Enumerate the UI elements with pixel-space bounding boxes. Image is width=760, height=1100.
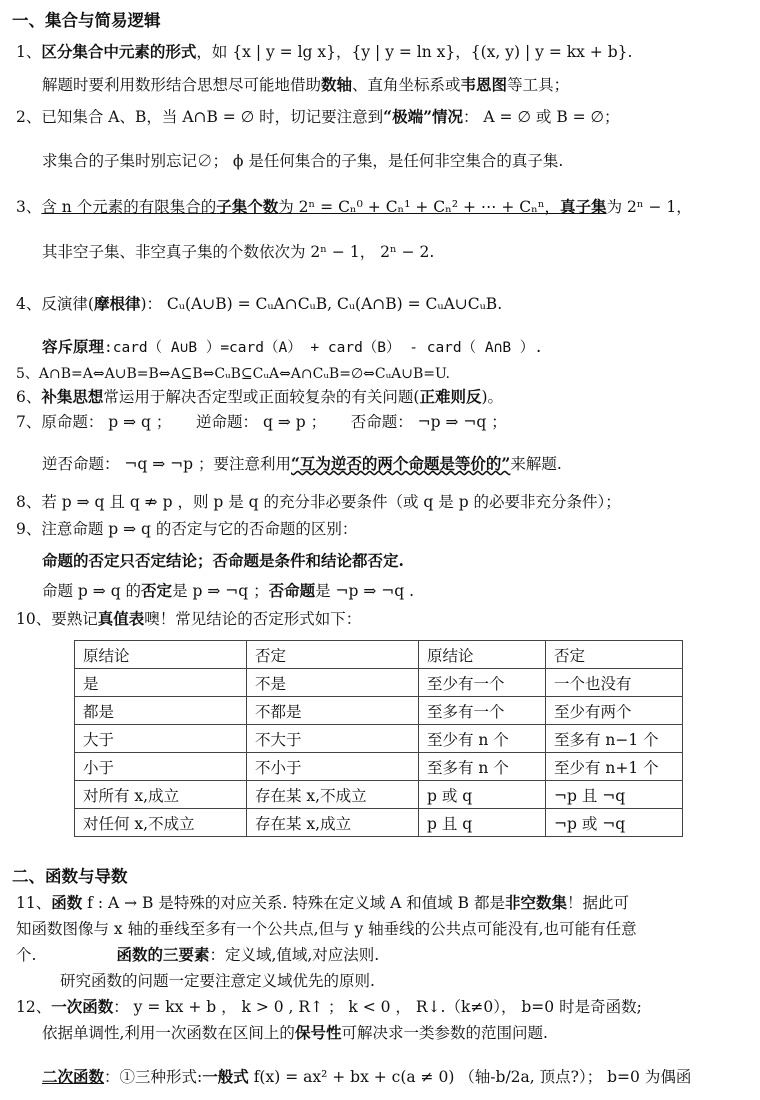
table-header-cell: 否定 <box>546 641 683 669</box>
item-1-continuation: 解题时要利用数形结合思想尽可能地借助数轴、直角坐标系或韦恩图等工具； <box>42 75 570 94</box>
item-11-domain-first: 研究函数的问题一定要注意定义域优先的原则. <box>60 972 375 990</box>
item-4: 4、反演律(摩根律)： Cᵤ(A∪B) = CᵤA∩CᵤB, Cᵤ(A∩B) = CᵤA∪CᵤB. <box>16 294 503 313</box>
table-cell: 不是 <box>247 669 419 697</box>
table-row <box>75 781 683 809</box>
item-1-keyword: 区分集合中元素的形式 <box>41 42 197 61</box>
item-12-continuation: 依据单调性,利用一次函数在区间上的保号性可解决求一类参数的范围问题. <box>42 1023 548 1042</box>
keyword-number-axis: 数轴 <box>321 75 353 94</box>
keyword-truth-table: 真值表 <box>97 609 145 628</box>
table-cell: ¬p 或 ¬q <box>546 809 683 837</box>
table-header-cell: 否定 <box>247 641 419 669</box>
item-4-continuation: 容斥原理:card（ A∪B ）=card（A） + card（B） - card（ A∩B ）. <box>42 337 544 356</box>
table-cell: 至少有一个 <box>419 669 546 697</box>
keyword-proper-subset: 真子集 <box>560 197 607 216</box>
keyword-quadratic-function: 二次函数 <box>42 1067 105 1086</box>
negation-table <box>74 640 683 837</box>
keyword-venn: 韦恩图 <box>460 75 508 94</box>
item-2-continuation: 求集合的子集时别忘记∅； ϕ 是任何集合的子集，是任何非空集合的真子集. <box>42 152 564 170</box>
item-6: 6、补集思想常运用于解决否定型或正面较复杂的有关问题(正难则反)。 <box>16 387 504 406</box>
item-7: 7、原命题： p ⇒ q ； 逆命题： q ⇒ p ； 否命题： ¬p ⇒ ¬q ； <box>16 413 507 431</box>
item-11-three-elements: 个. 函数的三要素：定义域,值域,对应法则. <box>16 945 380 964</box>
table-cell: 都是 <box>75 697 247 725</box>
table-cell: 对任何 x,不成立 <box>75 809 247 837</box>
table-cell: 存在某 x,不成立 <box>247 781 419 809</box>
item-10: 10、要熟记真值表噢！常见结论的否定形式如下： <box>16 609 362 628</box>
table-cell: 至多有 n−1 个 <box>546 725 683 753</box>
table-row <box>75 697 683 725</box>
section-heading-sets-logic: 一、集合与简易逻辑 <box>12 11 161 30</box>
keyword-complement-idea: 补集思想 <box>41 387 104 406</box>
item-9: 9、注意命题 p ⇒ q 的否定与它的否命题的区别： <box>16 520 358 538</box>
keyword-inclusion-exclusion: 容斥原理 <box>42 337 105 356</box>
table-cell: 至少有 n 个 <box>419 725 546 753</box>
table-row <box>75 809 683 837</box>
item-8: 8、若 p ⇒ q 且 q ⇏ p ，则 p 是 q 的充分非必要条件（或 q 是 p 的必要非充分条件）； <box>16 493 621 511</box>
item-11-continuation: 知函数图像与 x 轴的垂线至多有一个公共点,但与 y 轴垂线的公共点可能没有,也可能有任意 <box>16 920 637 938</box>
table-cell: 小于 <box>75 753 247 781</box>
keyword-extreme-case: “极端”情况 <box>383 107 463 126</box>
table-cell: 至少有两个 <box>546 697 683 725</box>
table-cell: 不大于 <box>247 725 419 753</box>
item-12: 12、一次函数： y = kx + b ， k > 0 , R↑ ； k < 0 ， R↓.（k≠0）， b=0 时是奇函数; <box>16 997 642 1016</box>
table-cell: 至多有 n 个 <box>419 753 546 781</box>
item-number: 1、 <box>16 43 42 61</box>
table-row <box>75 669 683 697</box>
table-row <box>75 753 683 781</box>
quadratic-function-line: 二次函数：①三种形式:一般式 f(x) = ax² + bx + c(a ≠ 0) （轴-b/2a, 顶点?）； b=0 为偶函 <box>42 1067 692 1086</box>
table-cell: 是 <box>75 669 247 697</box>
table-cell: 至少有 n+1 个 <box>546 753 683 781</box>
keyword-de-morgan: 摩根律 <box>93 294 141 313</box>
keyword-hard-reverse: 正难则反 <box>419 387 482 406</box>
table-cell: p 且 q <box>419 809 546 837</box>
section-heading-functions-derivatives: 二、函数与导数 <box>12 867 128 886</box>
keyword-sign-preserving: 保号性 <box>294 1023 342 1042</box>
item-5: 5、A∩B=A⇔A∪B=B⇔A⊆B⇔CᵤB⊆CᵤA⇔A∩CᵤB=∅⇔CᵤA∪B=U. <box>16 366 450 382</box>
table-row <box>75 725 683 753</box>
keyword-general-form: 一般式 <box>202 1067 249 1086</box>
table-cell: 一个也没有 <box>546 669 683 697</box>
table-cell: 不小于 <box>247 753 419 781</box>
item-3: 3、含 n 个元素的有限集合的子集个数为 2ⁿ = Cₙ⁰ + Cₙ¹ + Cₙ² + ⋯ + Cₙⁿ，真子集为 2ⁿ − 1， <box>16 197 692 216</box>
table-header-row <box>75 641 683 669</box>
keyword-three-elements: 函数的三要素 <box>116 945 210 964</box>
table-cell: 大于 <box>75 725 247 753</box>
table-cell: 对所有 x,成立 <box>75 781 247 809</box>
item-7-continuation: 逆否命题： ¬q ⇒ ¬p ；要注意利用“互为逆否的两个命题是等价的”来解题. <box>42 454 562 473</box>
keyword-nonempty-set: 非空数集 <box>505 893 568 912</box>
item-11: 11、函数 f : A → B 是特殊的对应关系. 特殊在定义域 A 和值域 B 都是非空数集！据此可 <box>16 893 630 912</box>
table-header-cell: 原结论 <box>75 641 247 669</box>
table-cell: p 或 q <box>419 781 546 809</box>
item-3-continuation: 其非空子集、非空真子集的个数依次为 2ⁿ − 1， 2ⁿ − 2. <box>42 243 435 261</box>
table-cell: 至多有一个 <box>419 697 546 725</box>
table-cell: 不都是 <box>247 697 419 725</box>
table-cell: 存在某 x,成立 <box>247 809 419 837</box>
keyword-function: 函数 <box>51 893 83 912</box>
item-9-rule: 命题的否定只否定结论；否命题是条件和结论都否定. <box>42 551 404 570</box>
keyword-subset-count: 子集个数 <box>216 197 279 216</box>
item-2: 2、已知集合 A、B，当 A∩B = ∅ 时，切记要注意到“极端”情况： A = ∅ 或 B = ∅； <box>16 107 620 126</box>
keyword-contrapositive-equivalence: “互为逆否的两个命题是等价的” <box>291 454 511 473</box>
table-header-cell: 原结论 <box>419 641 546 669</box>
table-cell: ¬p 且 ¬q <box>546 781 683 809</box>
keyword-linear-function: 一次函数 <box>51 997 114 1016</box>
item-1 <box>16 41 632 63</box>
item-9-example: 命题 p ⇒ q 的否定是 p ⇒ ¬q ；否命题是 ¬p ⇒ ¬q . <box>42 581 415 600</box>
item-1-text: ，如 {x | y = lg x}，{y | y = ln x}，{(x, y) | y = kx + b}. <box>196 43 633 61</box>
